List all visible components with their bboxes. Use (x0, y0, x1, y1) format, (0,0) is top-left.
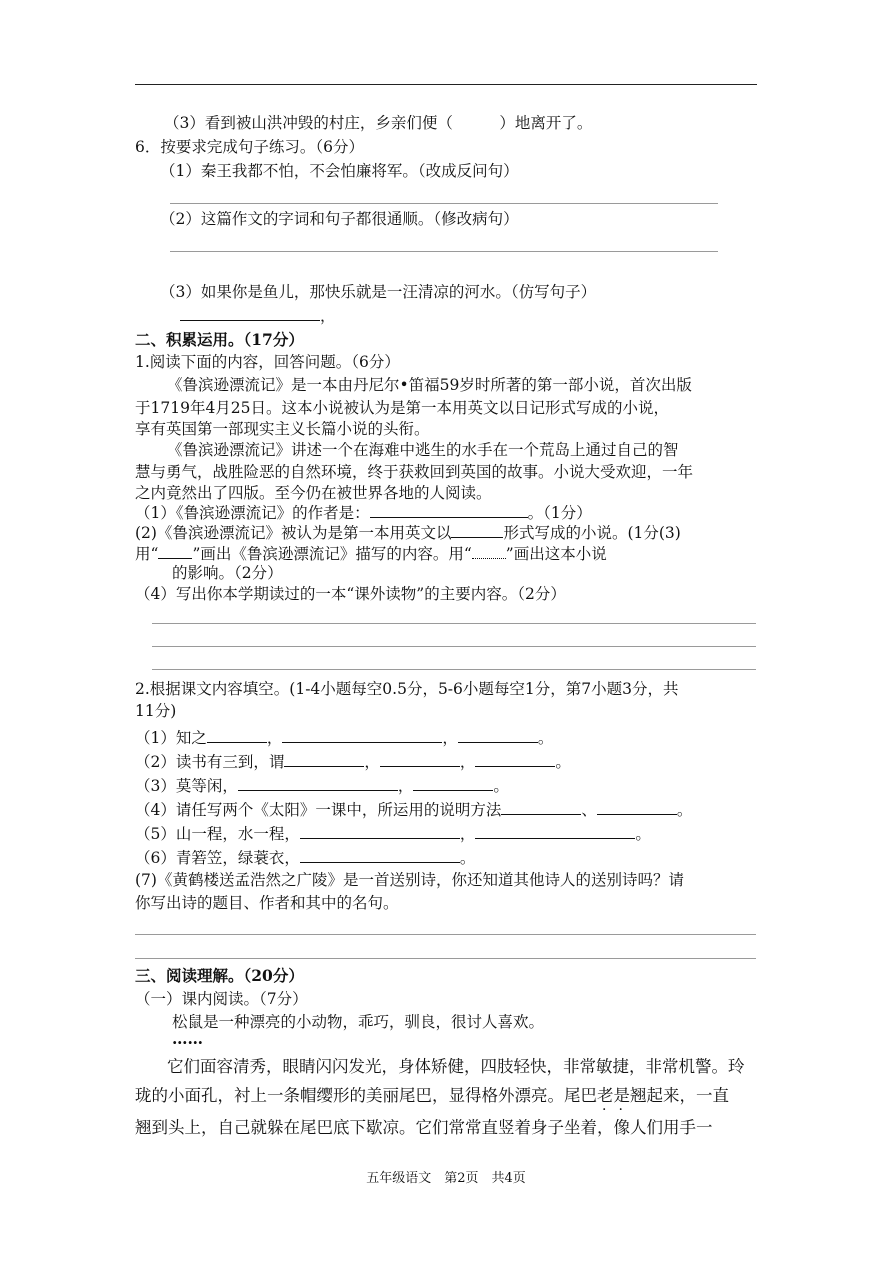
blank[interactable] (413, 775, 493, 791)
s2-q1-a2: (2)《鲁滨逊漂流记》被认为是第一本用英文以 形式写成的小说。(1分(3) (135, 524, 681, 542)
fill-3: （3）莫等闲， ， 。 (135, 777, 509, 795)
a4-line-1 (152, 623, 756, 624)
q6-sentence-2: （2）这篇作文的字词和句子都很通顺。（修改病句） (160, 210, 519, 228)
author-blank[interactable] (370, 502, 528, 518)
passage-p1-l1: 《鲁滨逊漂流记》是一本由丹尼尔•笛福59岁时所著的第一部小说，首次出版 (167, 376, 692, 394)
q6-answer-line-1 (170, 203, 718, 204)
blank[interactable] (207, 727, 267, 743)
blank[interactable] (597, 799, 677, 815)
a4-line-3 (152, 669, 756, 670)
passage-p1-l2: 于1719年4月25日。这本小说被认为是第一本用英文以日记形式写成的小说， (135, 399, 670, 417)
reading-l3: 它们面容清秀，眼睛闪闪发光，身体矫健，四肢轻快，非常敏捷，非常机警。玲 (167, 1057, 745, 1076)
blank[interactable] (300, 823, 460, 839)
reading-ellipsis: …… (172, 1029, 203, 1048)
a4-line-2 (152, 646, 756, 647)
f7-line-2 (135, 958, 756, 959)
header-rule (135, 84, 757, 85)
blank[interactable] (475, 823, 635, 839)
q6-imitate-line: ， (180, 305, 336, 326)
blank[interactable] (284, 751, 364, 767)
fill-1: （1）知之 ， ， 。 (135, 729, 554, 747)
passage-p1-l3: 享有英国第一部现实主义长篇小说的头衔。 (135, 420, 430, 438)
q6-answer-line-2 (170, 251, 718, 252)
wavy-line-sample (472, 544, 506, 559)
section-2-title: 二、积累运用。（17分） (135, 330, 304, 349)
q5-3: （3）看到被山洪冲毁的村庄，乡亲们便（ ）地离开了。 (164, 114, 593, 132)
blank[interactable] (475, 751, 555, 767)
passage-p2-l3: 之内竟然出了四版。至今仍在被世界各地的人阅读。 (135, 484, 492, 502)
q6-title: 6．按要求完成句子练习。（6分） (135, 138, 364, 156)
s2-q1-a1: （1）《鲁滨逊漂流记》的作者是： 。（1分） (135, 504, 592, 522)
s2-q1-a3-cont: 的影响。（2分） (172, 564, 283, 582)
blank[interactable] (300, 847, 460, 863)
reading-l5: 翘到头上，自己就躲在尾巴底下歇凉。它们常常直竖着身子坐着，像人们用手一 (135, 1118, 713, 1137)
form-blank[interactable] (451, 522, 503, 538)
blank[interactable] (380, 751, 460, 767)
q6-sentence-1: （1）秦王我都不怕，不会怕廉将军。（改成反问句） (160, 162, 519, 180)
f7-line-1 (135, 934, 756, 935)
passage-p2-l1: 《鲁滨逊漂流记》讲述一个在海难中逃生的水手在一个荒岛上通过自己的智 (167, 441, 679, 459)
blank[interactable] (501, 799, 581, 815)
s2-q1-a3: 用“ ”画出《鲁滨逊漂流记》描写的内容。用“ ”画出这本小说 (135, 545, 607, 563)
fill-6: （6）青箬笠，绿蓑衣， 。 (135, 849, 476, 867)
s2-q1-a4: （4）写出你本学期读过的一本“课外读物”的主要内容。（2分） (135, 585, 566, 603)
straight-line-sample (158, 543, 192, 559)
section-3-title: 三、阅读理解。（20分） (135, 966, 304, 985)
s2-q2-title-1: 2.根据课文内容填空。(1-4小题每空0.5分，5-6小题每空1分，第7小题3分，共 (135, 680, 679, 698)
s2-q2-title-2: 11分) (135, 702, 177, 720)
fill-4: （4）请任写两个《太阳》一课中，所运用的说明方法 、 。 (135, 801, 693, 819)
passage-p2-l2: 慧与勇气，战胜险恶的自然环境，终于获救回到英国的故事。小说大受欢迎，一年 (135, 463, 694, 481)
blank[interactable] (238, 775, 398, 791)
blank[interactable] (458, 727, 538, 743)
page-footer: 五年级语文 第2页 共4页 (366, 1171, 526, 1186)
reading-l4: 珑的小面孔，衬上一条帽缨形的美丽尾巴，显得格外漂亮。尾巴老是翘起来，一直 (135, 1086, 729, 1105)
fill-5: （5）山一程，水一程， ， 。 (135, 825, 651, 843)
fill-7-l1: (7)《黄鹤楼送孟浩然之广陵》是一首送别诗，你还知道其他诗人的送别诗吗？请 (135, 871, 684, 889)
s3-sub1: （一）课内阅读。（7分） (135, 990, 308, 1008)
q6-sentence-3: （3）如果你是鱼儿，那快乐就是一汪清凉的河水。（仿写句子） (160, 283, 597, 301)
fill-2: （2）读书有三到，谓 ， ， 。 (135, 753, 571, 771)
blank[interactable] (180, 305, 320, 321)
s2-q1-title: 1.阅读下面的内容，回答问题。（6分） (135, 353, 400, 371)
reading-l1: 松鼠是一种漂亮的小动物，乖巧，驯良，很讨人喜欢。 (172, 1013, 545, 1031)
fill-7-l2: 你写出诗的题目、作者和其中的名句。 (135, 894, 399, 912)
blank[interactable] (282, 727, 442, 743)
